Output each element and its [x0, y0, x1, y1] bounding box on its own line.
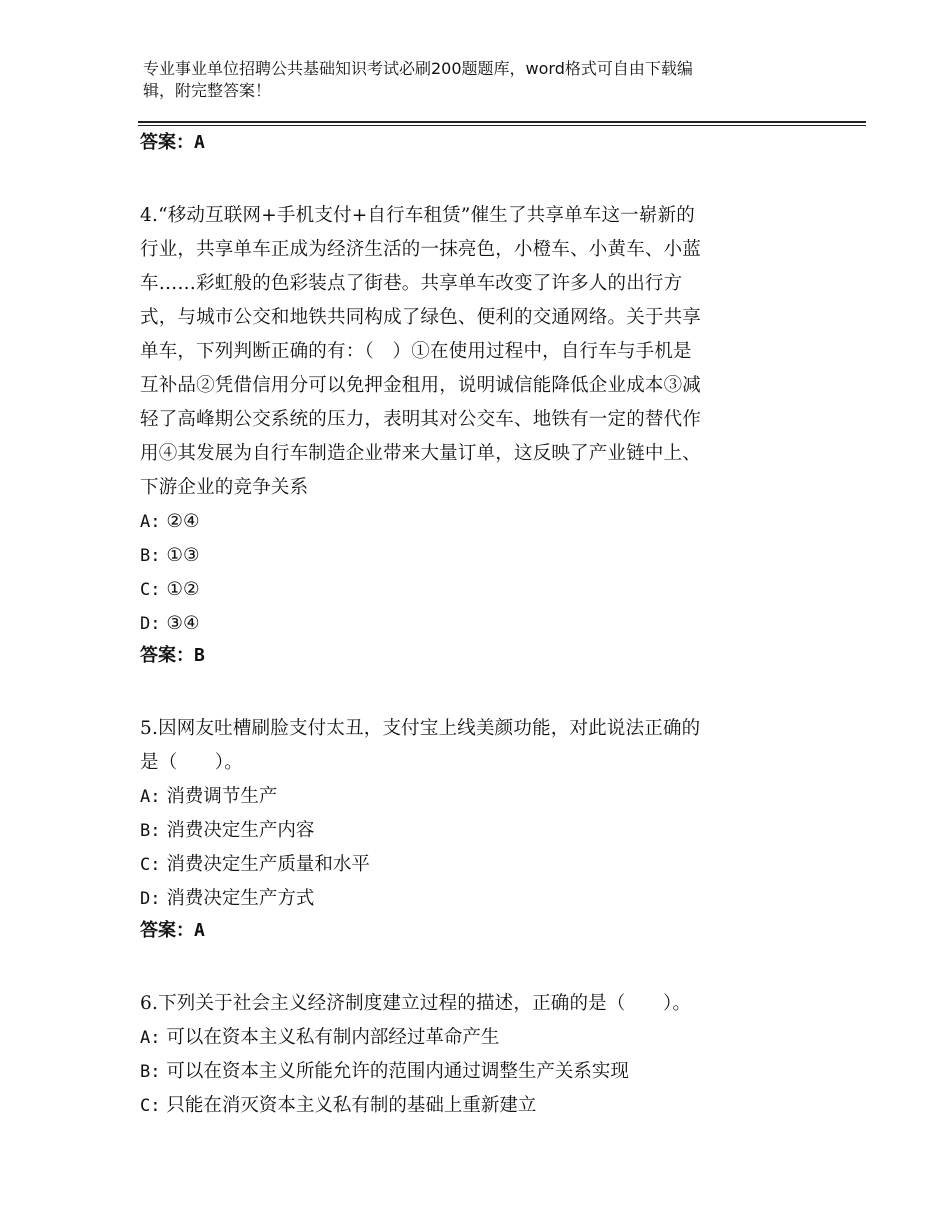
option-letter: C:	[140, 855, 161, 875]
option-text: 消费调节生产	[166, 786, 278, 807]
question-line: 车……彩虹般的色彩装点了街巷。共享单车改变了许多人的出行方	[140, 273, 683, 294]
option-text: ②④	[166, 511, 200, 532]
page-header	[143, 58, 783, 102]
question-5-stem	[140, 712, 800, 780]
question-line: 是（ ）。	[140, 752, 243, 773]
question-6-option-a	[140, 1021, 800, 1055]
question-content	[140, 128, 800, 1123]
question-4-option-b	[140, 539, 800, 573]
answer-value: B	[194, 645, 205, 666]
question-4-option-a	[140, 505, 800, 539]
question-line: 行业，共享单车正成为经济生活的一抹亮色，小橙车、小黄车、小蓝	[140, 239, 702, 260]
option-letter: B:	[140, 821, 161, 841]
option-text: 消费决定生产内容	[166, 820, 315, 841]
question-line: 互补品②凭借信用分可以免押金租用，说明诚信能降低企业成本③减	[140, 375, 702, 396]
question-line: 下游企业的竞争关系	[140, 477, 309, 498]
option-text: 可以在资本主义所能允许的范围内通过调整生产关系实现	[166, 1061, 629, 1082]
question-line: “移动互联网+手机支付+自行车租赁”催生了共享单车这一崭新的	[158, 205, 695, 226]
question-5-answer	[140, 916, 800, 946]
question-line: 式，与城市公交和地铁共同构成了绿色、便利的交通网络。关于共享	[140, 307, 702, 328]
option-text: 消费决定生产方式	[166, 888, 315, 909]
question-6-stem	[140, 987, 800, 1021]
question-line: 用④其发展为自行车制造企业带来大量订单，这反映了产业链中上、	[140, 443, 702, 464]
question-6-option-b	[140, 1055, 800, 1089]
question-number: 6.	[140, 993, 159, 1014]
option-text: ①②	[166, 579, 200, 600]
spacer	[140, 946, 800, 987]
question-4-option-c	[140, 573, 800, 607]
option-letter: B:	[140, 546, 161, 566]
option-text: ①③	[166, 545, 200, 566]
question-5-option-d	[140, 882, 800, 916]
answer-label: 答案：	[140, 132, 194, 153]
question-4-answer	[140, 641, 800, 671]
header-rule-thick	[138, 121, 866, 123]
question-line: 轻了高峰期公交系统的压力，表明其对公交车、地铁有一定的替代作	[140, 409, 702, 430]
option-letter: A:	[140, 1028, 161, 1048]
answer-value: A	[194, 920, 205, 941]
option-letter: C:	[140, 1096, 161, 1116]
question-6-option-c	[140, 1089, 800, 1123]
answer-label: 答案：	[140, 920, 194, 941]
header-line-2: 辑，附完整答案！	[143, 81, 272, 100]
header-line-1: 专业事业单位招聘公共基础知识考试必刷200题题库，word格式可自由下载编	[143, 59, 693, 78]
spacer	[140, 671, 800, 712]
option-letter: B:	[140, 1062, 161, 1082]
option-letter: A:	[140, 787, 161, 807]
option-text: 可以在资本主义私有制内部经过革命产生	[166, 1027, 500, 1048]
spacer	[140, 158, 800, 199]
question-line: 单车，下列判断正确的有：（ ）①在使用过程中，自行车与手机是	[140, 341, 692, 362]
header-rule-thin	[138, 125, 866, 126]
prev-answer	[140, 128, 800, 158]
question-line: 因网友吐槽刷脸支付太丑，支付宝上线美颜功能，对此说法正确的	[158, 718, 701, 739]
question-number: 4.	[140, 205, 159, 226]
option-letter: A:	[140, 512, 161, 532]
option-text: 消费决定生产质量和水平	[166, 854, 370, 875]
option-letter: D:	[140, 614, 161, 634]
question-4-stem	[140, 199, 800, 505]
question-5-option-b	[140, 814, 800, 848]
question-number: 5.	[140, 718, 159, 739]
option-letter: D:	[140, 889, 161, 909]
question-5-option-c	[140, 848, 800, 882]
option-text: 只能在消灭资本主义私有制的基础上重新建立	[166, 1095, 537, 1116]
question-line: 下列关于社会主义经济制度建立过程的描述，正确的是（ ）。	[158, 993, 692, 1014]
answer-value: A	[194, 132, 205, 153]
question-5-option-a	[140, 780, 800, 814]
answer-label: 答案：	[140, 645, 194, 666]
option-letter: C:	[140, 580, 161, 600]
option-text: ③④	[166, 613, 200, 634]
question-4-option-d	[140, 607, 800, 641]
